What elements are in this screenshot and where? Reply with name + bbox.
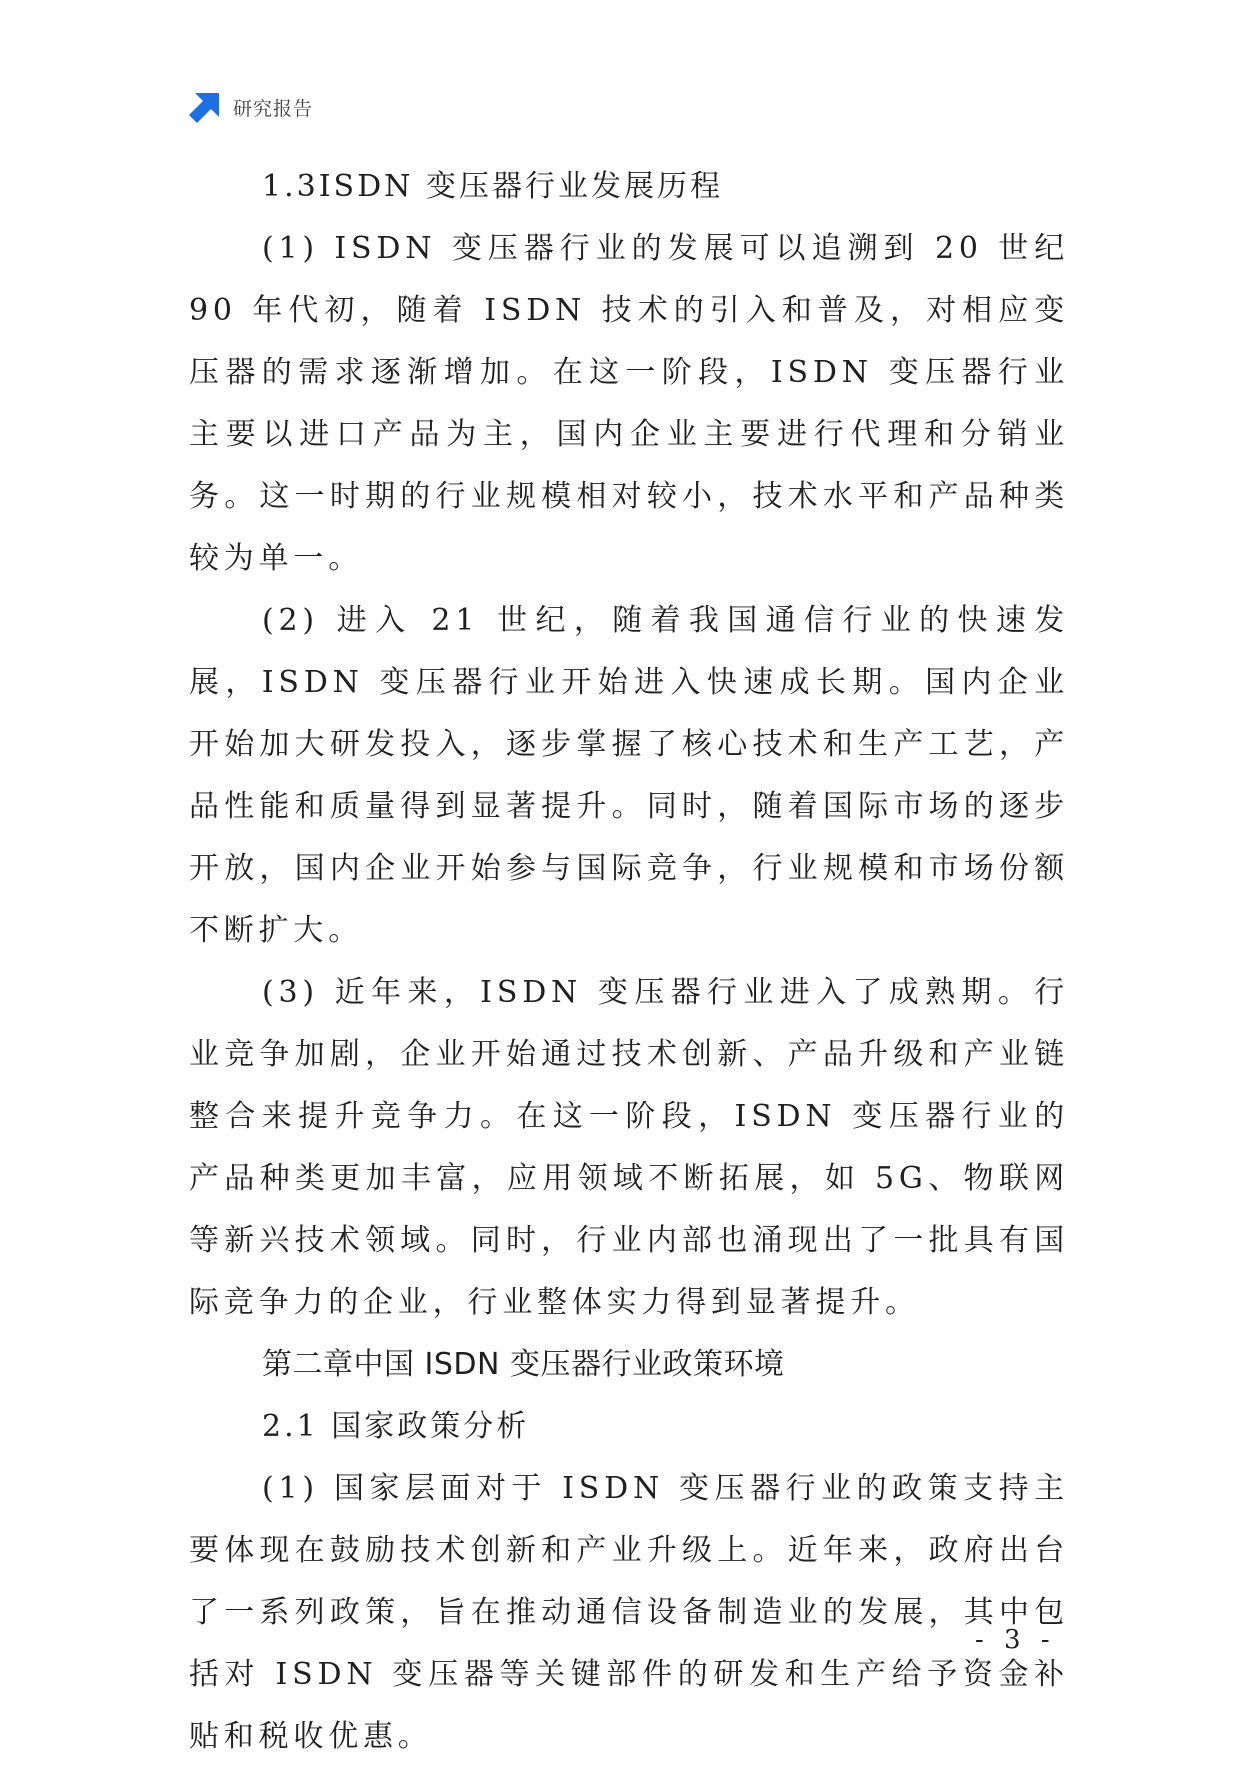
page-number: - 3 - <box>975 1625 1056 1655</box>
header-label: 研究报告 <box>233 97 314 120</box>
paragraph: (1) 国家层面对于 ISDN 变压器行业的政策支持主要体现在鼓励技术创新和产业升级上。近年来，政府出台了一系列政策，旨在推动通信设备制造业的发展，其中包括对 ISDN 变压器等关键部件的研发和生产给予资金补贴和税收优惠。 <box>189 1471 1069 1754</box>
paragraph: (1) ISDN 变压器行业的发展可以追溯到 20 世纪 90 年代初，随着 ISDN 技术的引入和普及，对相应变压器的需求逐渐增加。在这一阶段，ISDN 变压器行业主要以进口产品为主，国内企业主要进行代理和分销业务。这一时期的行业规模相对较小，技术水平和产品种类较为单一。 <box>189 231 1069 576</box>
paragraph: (2) 进入 21 世纪，随着我国通信行业的快速发展，ISDN 变压器行业开始进入快速成长期。国内企业开始加大研发投入，逐步掌握了核心技术和生产工艺，产品性能和质量得到显著提升。同时，随着国际市场的逐步开放，国内企业开始参与国际竞争，行业规模和市场份额不断扩大。 <box>189 603 1069 948</box>
chapter-title: 第二章中国 ISDN 变压器行业政策环境 <box>262 1347 785 1382</box>
section-title: 1.3ISDN 变压器行业发展历程 <box>262 169 723 204</box>
document-body <box>189 156 1069 1768</box>
arrow-up-right-icon <box>189 91 221 123</box>
page-header <box>189 90 313 124</box>
section-title: 2.1 国家政策分析 <box>262 1409 530 1444</box>
paragraph: (3) 近年来，ISDN 变压器行业进入了成熟期。行业竞争加剧，企业开始通过技术创新、产品升级和产业链整合来提升竞争力。在这一阶段，ISDN 变压器行业的产品种类更加丰富，应用领域不断拓展，如 5G、物联网等新兴技术领域。同时，行业内部也涌现出了一批具有国际竞争力的企业，行业整体实力得到显著提升。 <box>189 975 1069 1320</box>
